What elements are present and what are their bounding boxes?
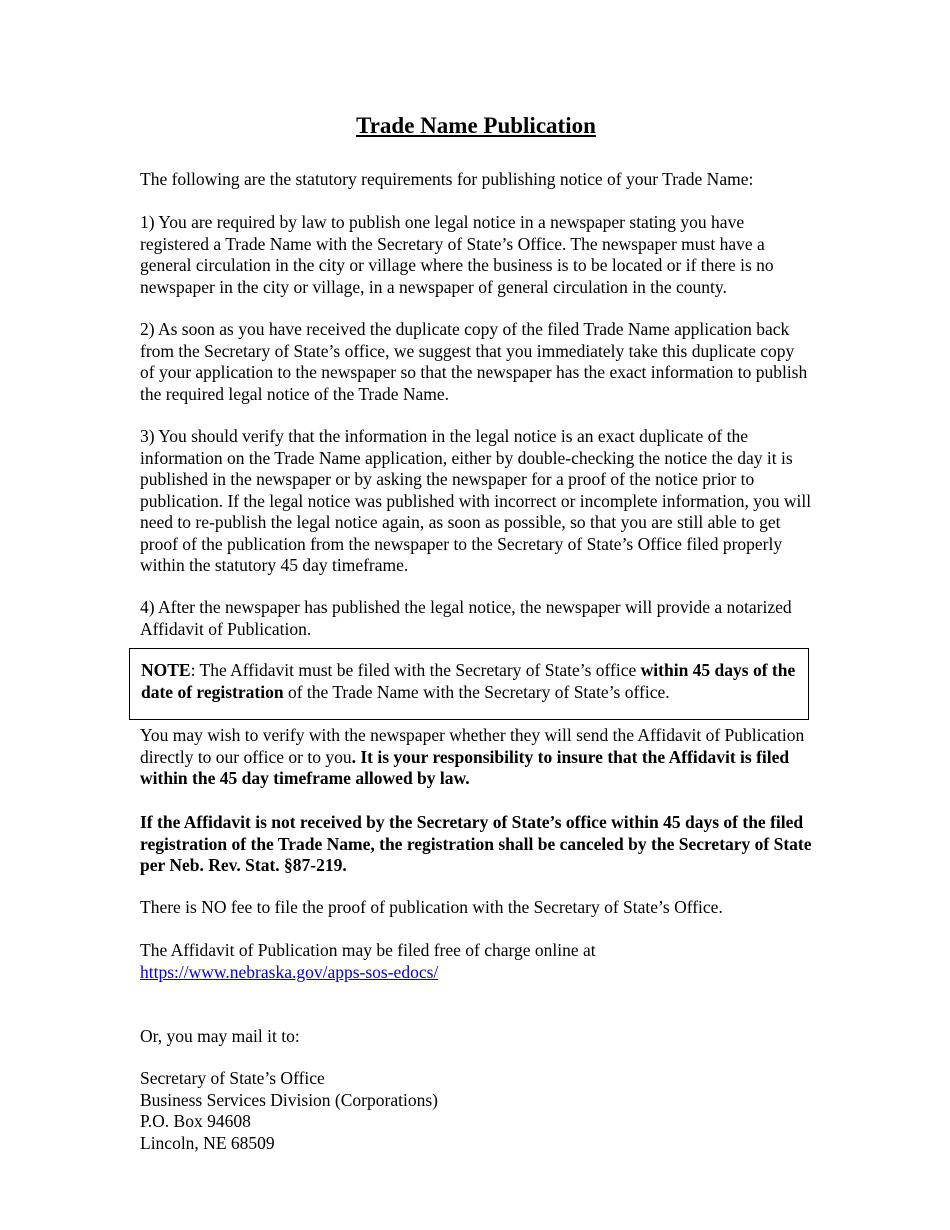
address-line-4: Lincoln, NE 68509 (140, 1132, 275, 1153)
mail-intro: Or, you may mail it to: (140, 1026, 300, 1046)
no-fee-paragraph: There is NO fee to file the proof of publication with the Secretary of State’s Office. (140, 897, 723, 917)
note-box (129, 648, 809, 720)
online-text: The Affidavit of Publication may be filed free of charge online at (140, 940, 596, 960)
verify-paragraph (140, 725, 812, 790)
intro-paragraph: The following are the statutory requirements for publishing notice of your Trade Name: (140, 169, 754, 189)
note-text-2: of the Trade Name with the Secretary of State’s office. (283, 681, 670, 702)
verify-bold-text: . It is your responsibility to insure that the Affidavit is filed within the 45 day timeframe allowed by law. (140, 746, 790, 788)
edocs-link[interactable]: https://www.nebraska.gov/apps-sos-edocs/ (140, 961, 439, 982)
mailing-address (140, 1068, 812, 1154)
note-label: NOTE (141, 660, 191, 680)
verify-text: You may wish to verify with the newspaper whether they will send the Affidavit of Publication directly to our office or to you (140, 725, 805, 767)
requirement-4: 4) After the newspaper has published the legal notice, the newspaper will provide a notarized Affidavit of Publication. (140, 597, 792, 639)
address-line-2: Business Services Division (Corporations) (140, 1089, 438, 1110)
requirement-1: 1) You are required by law to publish one legal notice in a newspaper stating you have registered a Trade Name with the Secretary of State’s Office. The newspaper must have a general circulation in the city or village where the business is to be located or if there is no newspaper in the city or village, in a newspaper of general circulation in the county. (140, 212, 774, 297)
warning-paragraph: If the Affidavit is not received by the Secretary of State’s office within 45 days of the filed registration of the Trade Name, the registration shall be canceled by the Secretary of State per Neb. Rev. Stat. §87-219. (140, 812, 812, 875)
address-line-3: P.O. Box 94608 (140, 1111, 251, 1131)
page-title: Trade Name Publication (356, 113, 596, 138)
address-line-1: Secretary of State’s Office (140, 1068, 325, 1088)
note-bold-text: within 45 days of the date of registration (141, 660, 796, 702)
online-paragraph (140, 940, 812, 983)
requirement-2: 2) As soon as you have received the duplicate copy of the filed Trade Name application back from the Secretary of State’s office, we suggest that you immediately take this duplicate copy of your application to the newspaper so that the newspaper has the exact information to publish the required legal notice of the Trade Name. (140, 319, 808, 404)
note-text-1: : The Affidavit must be filed with the Secretary of State’s office (190, 660, 641, 680)
requirement-3: 3) You should verify that the information in the legal notice is an exact duplicate of the information on the Trade Name application, either by double-checking the notice the day it is published in the newspaper or by asking the newspaper for a proof of the notice prior to publication. If the legal notice was published with incorrect or incomplete information, you will need to re-publish the legal notice again, as soon as possible, so that you are still able to get proof of the publication from the newspaper to the Secretary of State’s Office filed properly within the statutory 45 day timeframe. (140, 426, 812, 575)
